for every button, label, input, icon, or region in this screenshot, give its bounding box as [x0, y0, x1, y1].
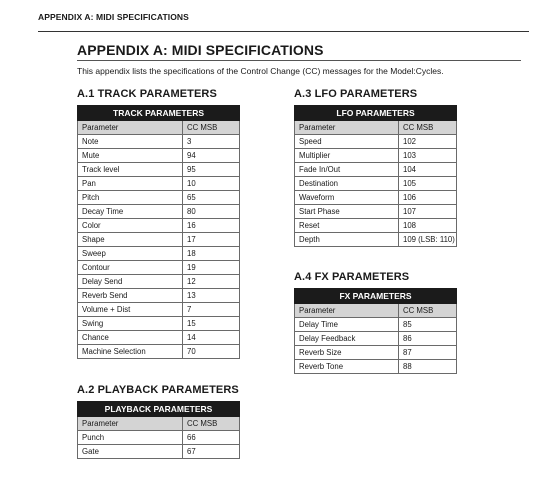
parameter-name-cell: Multiplier: [295, 149, 399, 163]
cc-msb-cell: 109 (LSB: 110): [399, 233, 457, 247]
cc-msb-cell: 87: [399, 346, 457, 360]
parameter-name-cell: Delay Send: [78, 275, 183, 289]
cc-msb-cell: 19: [183, 261, 240, 275]
parameter-name-cell: Track level: [78, 163, 183, 177]
parameter-name-cell: Gate: [78, 445, 183, 459]
table-row: [295, 346, 457, 360]
cc-msb-cell: 94: [183, 149, 240, 163]
table-row: [295, 360, 457, 374]
cc-msb-cell: 13: [183, 289, 240, 303]
table-caption: PLAYBACK PARAMETERS: [78, 402, 240, 417]
lfo-parameters-table: [294, 105, 457, 247]
parameter-name-cell: Volume + Dist: [78, 303, 183, 317]
table-row: [295, 177, 457, 191]
table-row: [78, 219, 240, 233]
column-header-cc-msb: CC MSB: [399, 121, 457, 135]
parameter-name-cell: Note: [78, 135, 183, 149]
table-row: [78, 149, 240, 163]
playback-parameters-table: [77, 401, 240, 459]
table-row: [78, 345, 240, 359]
table-row: [78, 191, 240, 205]
parameter-name-cell: Speed: [295, 135, 399, 149]
table-row: [78, 205, 240, 219]
table-row: [78, 233, 240, 247]
table-row: [78, 445, 240, 459]
intro-paragraph: This appendix lists the specifications of the Control Change (CC) messages for the Model:Cycles.: [77, 66, 444, 76]
cc-msb-cell: 86: [399, 332, 457, 346]
cc-msb-cell: 65: [183, 191, 240, 205]
section-heading: A.2 PLAYBACK PARAMETERS: [77, 384, 239, 396]
cc-msb-cell: 103: [399, 149, 457, 163]
table-caption: FX PARAMETERS: [295, 289, 457, 304]
column-header-parameter: Parameter: [78, 121, 183, 135]
parameter-name-cell: Pan: [78, 177, 183, 191]
cc-msb-cell: 102: [399, 135, 457, 149]
table-row: [295, 318, 457, 332]
cc-msb-cell: 106: [399, 191, 457, 205]
cc-msb-cell: 88: [399, 360, 457, 374]
parameter-name-cell: Start Phase: [295, 205, 399, 219]
table-row: [78, 177, 240, 191]
track-parameters-table: [77, 105, 240, 359]
section-heading: A.3 LFO PARAMETERS: [294, 88, 418, 100]
table-row: [78, 331, 240, 345]
title-divider: [77, 60, 521, 61]
parameter-name-cell: Shape: [78, 233, 183, 247]
cc-msb-cell: 3: [183, 135, 240, 149]
table-row: [295, 135, 457, 149]
parameter-name-cell: Color: [78, 219, 183, 233]
table-caption: TRACK PARAMETERS: [78, 106, 240, 121]
section-fx-parameters: [294, 271, 457, 374]
table-row: [295, 163, 457, 177]
parameter-name-cell: Delay Feedback: [295, 332, 399, 346]
table-row: [295, 219, 457, 233]
parameter-name-cell: Waveform: [295, 191, 399, 205]
cc-msb-cell: 7: [183, 303, 240, 317]
cc-msb-cell: 80: [183, 205, 240, 219]
column-header-cc-msb: CC MSB: [183, 121, 240, 135]
table-row: [295, 149, 457, 163]
parameter-name-cell: Delay Time: [295, 318, 399, 332]
table-row: [78, 163, 240, 177]
table-row: [78, 303, 240, 317]
column-header-parameter: Parameter: [295, 121, 399, 135]
parameter-name-cell: Destination: [295, 177, 399, 191]
cc-msb-cell: 16: [183, 219, 240, 233]
parameter-name-cell: Contour: [78, 261, 183, 275]
parameter-name-cell: Punch: [78, 431, 183, 445]
table-row: [295, 205, 457, 219]
cc-msb-cell: 17: [183, 233, 240, 247]
cc-msb-cell: 107: [399, 205, 457, 219]
cc-msb-cell: 18: [183, 247, 240, 261]
cc-msb-cell: 108: [399, 219, 457, 233]
table-row: [78, 431, 240, 445]
fx-parameters-table: [294, 288, 457, 374]
cc-msb-cell: 15: [183, 317, 240, 331]
cc-msb-cell: 12: [183, 275, 240, 289]
parameter-name-cell: Sweep: [78, 247, 183, 261]
parameter-name-cell: Swing: [78, 317, 183, 331]
table-row: [78, 289, 240, 303]
parameter-name-cell: Reverb Tone: [295, 360, 399, 374]
parameter-name-cell: Decay Time: [78, 205, 183, 219]
parameter-name-cell: Reset: [295, 219, 399, 233]
parameter-name-cell: Machine Selection: [78, 345, 183, 359]
table-row: [78, 317, 240, 331]
table-caption: LFO PARAMETERS: [295, 106, 457, 121]
table-row: [78, 247, 240, 261]
parameter-name-cell: Depth: [295, 233, 399, 247]
table-row: [78, 275, 240, 289]
page-title: APPENDIX A: MIDI SPECIFICATIONS: [77, 42, 324, 58]
running-header: APPENDIX A: MIDI SPECIFICATIONS: [38, 12, 189, 22]
column-header-parameter: Parameter: [78, 417, 183, 431]
table-row: [295, 332, 457, 346]
cc-msb-cell: 85: [399, 318, 457, 332]
section-playback-parameters: [77, 384, 240, 459]
section-lfo-parameters: [294, 88, 457, 247]
parameter-name-cell: Chance: [78, 331, 183, 345]
parameter-name-cell: Pitch: [78, 191, 183, 205]
column-header-cc-msb: CC MSB: [399, 304, 457, 318]
table-row: [78, 135, 240, 149]
column-header-parameter: Parameter: [295, 304, 399, 318]
parameter-name-cell: Reverb Send: [78, 289, 183, 303]
section-track-parameters: [77, 88, 240, 359]
cc-msb-cell: 70: [183, 345, 240, 359]
parameter-name-cell: Mute: [78, 149, 183, 163]
table-row: [295, 233, 457, 247]
cc-msb-cell: 105: [399, 177, 457, 191]
parameter-name-cell: Reverb Size: [295, 346, 399, 360]
table-row: [295, 191, 457, 205]
header-divider: [38, 31, 529, 32]
cc-msb-cell: 67: [183, 445, 240, 459]
column-header-cc-msb: CC MSB: [183, 417, 240, 431]
cc-msb-cell: 14: [183, 331, 240, 345]
section-heading: A.4 FX PARAMETERS: [294, 271, 410, 283]
section-heading: A.1 TRACK PARAMETERS: [77, 88, 217, 100]
cc-msb-cell: 95: [183, 163, 240, 177]
parameter-name-cell: Fade In/Out: [295, 163, 399, 177]
cc-msb-cell: 66: [183, 431, 240, 445]
cc-msb-cell: 104: [399, 163, 457, 177]
cc-msb-cell: 10: [183, 177, 240, 191]
table-row: [78, 261, 240, 275]
